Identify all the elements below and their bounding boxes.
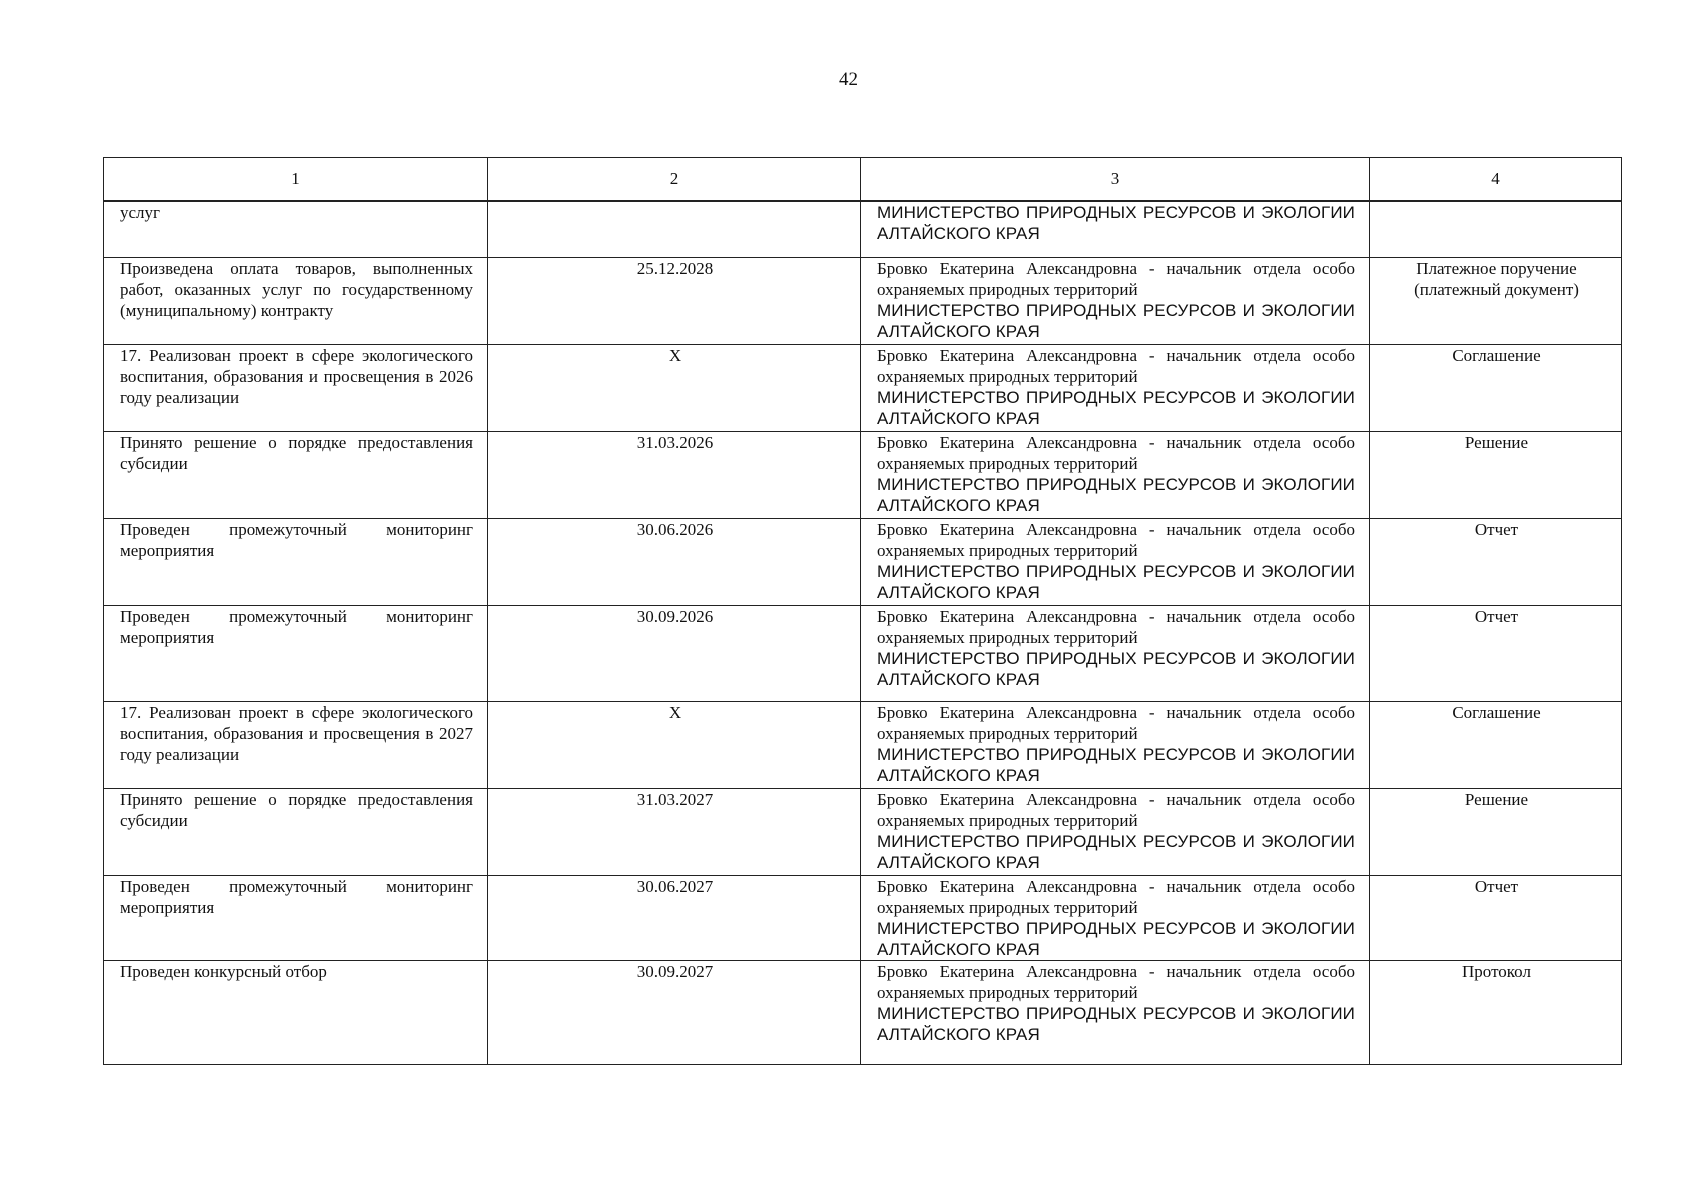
responsible-person: Бровко Екатерина Александровна - начальник отдела особо охраняемых природных территорий <box>877 962 1355 1002</box>
responsible-org: МИНИСТЕРСТВО ПРИРОДНЫХ РЕСУРСОВ И ЭКОЛОГИИ АЛТАЙСКОГО КРАЯ <box>877 745 1355 785</box>
cell-event-name: Проведен промежуточный мониторинг мероприятия <box>104 519 488 606</box>
responsible-person: Бровко Екатерина Александровна - начальник отдела особо охраняемых природных территорий <box>877 346 1355 386</box>
cell-event-name: 17. Реализован проект в сфере экологического воспитания, образования и просвещения в 2027 году реализации <box>104 702 488 789</box>
responsible-org: МИНИСТЕРСТВО ПРИРОДНЫХ РЕСУРСОВ И ЭКОЛОГИИ АЛТАЙСКОГО КРАЯ <box>877 202 1355 243</box>
responsible-person: Бровко Екатерина Александровна - начальник отдела особо охраняемых природных территорий <box>877 433 1355 473</box>
responsible-person: Бровко Екатерина Александровна - начальник отдела особо охраняемых природных территорий <box>877 877 1355 917</box>
cell-document: Соглашение <box>1370 702 1622 789</box>
cell-event-name: Принято решение о порядке предоставления субсидии <box>104 789 488 876</box>
cell-event-name: Проведен промежуточный мониторинг мероприятия <box>104 876 488 961</box>
responsible-person: Бровко Екатерина Александровна - начальник отдела особо охраняемых природных территорий <box>877 520 1355 560</box>
table-row <box>104 519 1622 606</box>
cell-document: Отчет <box>1370 606 1622 702</box>
cell-responsible <box>861 345 1370 432</box>
responsible-person: Бровко Екатерина Александровна - начальник отдела особо охраняемых природных территорий <box>877 790 1355 830</box>
cell-date: X <box>488 702 861 789</box>
cell-event-name: Проведен конкурсный отбор <box>104 961 488 1065</box>
cell-date <box>488 201 861 258</box>
cell-responsible <box>861 432 1370 519</box>
plan-table <box>103 157 1622 1065</box>
table-row <box>104 789 1622 876</box>
cell-event-name: услуг <box>104 201 488 258</box>
cell-date: 30.06.2027 <box>488 876 861 961</box>
cell-event-name: Произведена оплата товаров, выполненных работ, оказанных услуг по государственному (муниципальному) контракту <box>104 258 488 345</box>
table-row <box>104 258 1622 345</box>
column-header-1: 1 <box>104 158 488 201</box>
cell-date: 25.12.2028 <box>488 258 861 345</box>
cell-document: Решение <box>1370 789 1622 876</box>
cell-responsible <box>861 606 1370 702</box>
cell-responsible <box>861 789 1370 876</box>
cell-responsible <box>861 876 1370 961</box>
responsible-person: Бровко Екатерина Александровна - начальник отдела особо охраняемых природных территорий <box>877 259 1355 299</box>
cell-responsible <box>861 702 1370 789</box>
cell-document: Протокол <box>1370 961 1622 1065</box>
cell-date: 31.03.2027 <box>488 789 861 876</box>
cell-responsible <box>861 519 1370 606</box>
table-row <box>104 876 1622 961</box>
responsible-org: МИНИСТЕРСТВО ПРИРОДНЫХ РЕСУРСОВ И ЭКОЛОГИИ АЛТАЙСКОГО КРАЯ <box>877 832 1355 872</box>
cell-document: Решение <box>1370 432 1622 519</box>
column-header-2: 2 <box>488 158 861 201</box>
responsible-org: МИНИСТЕРСТВО ПРИРОДНЫХ РЕСУРСОВ И ЭКОЛОГИИ АЛТАЙСКОГО КРАЯ <box>877 301 1355 341</box>
responsible-org: МИНИСТЕРСТВО ПРИРОДНЫХ РЕСУРСОВ И ЭКОЛОГИИ АЛТАЙСКОГО КРАЯ <box>877 562 1355 602</box>
cell-document <box>1370 201 1622 258</box>
responsible-org: МИНИСТЕРСТВО ПРИРОДНЫХ РЕСУРСОВ И ЭКОЛОГИИ АЛТАЙСКОГО КРАЯ <box>877 919 1355 959</box>
column-header-3: 3 <box>861 158 1370 201</box>
table-row <box>104 201 1622 258</box>
table-row <box>104 702 1622 789</box>
cell-date: 31.03.2026 <box>488 432 861 519</box>
cell-responsible <box>861 258 1370 345</box>
table-header-row <box>104 158 1622 201</box>
cell-document: Отчет <box>1370 519 1622 606</box>
cell-document: Соглашение <box>1370 345 1622 432</box>
cell-event-name: Проведен промежуточный мониторинг мероприятия <box>104 606 488 702</box>
responsible-org: МИНИСТЕРСТВО ПРИРОДНЫХ РЕСУРСОВ И ЭКОЛОГИИ АЛТАЙСКОГО КРАЯ <box>877 1004 1355 1044</box>
responsible-org: МИНИСТЕРСТВО ПРИРОДНЫХ РЕСУРСОВ И ЭКОЛОГИИ АЛТАЙСКОГО КРАЯ <box>877 649 1355 689</box>
table-row <box>104 606 1622 702</box>
cell-document: Платежное поручение (платежный документ) <box>1370 258 1622 345</box>
cell-responsible <box>861 201 1370 258</box>
cell-date: 30.09.2026 <box>488 606 861 702</box>
table-row <box>104 345 1622 432</box>
responsible-org: МИНИСТЕРСТВО ПРИРОДНЫХ РЕСУРСОВ И ЭКОЛОГИИ АЛТАЙСКОГО КРАЯ <box>877 388 1355 428</box>
column-header-4: 4 <box>1370 158 1622 201</box>
responsible-person: Бровко Екатерина Александровна - начальник отдела особо охраняемых природных территорий <box>877 607 1355 647</box>
cell-responsible <box>861 961 1370 1065</box>
cell-date: 30.06.2026 <box>488 519 861 606</box>
cell-event-name: 17. Реализован проект в сфере экологического воспитания, образования и просвещения в 2026 году реализации <box>104 345 488 432</box>
cell-document: Отчет <box>1370 876 1622 961</box>
responsible-org: МИНИСТЕРСТВО ПРИРОДНЫХ РЕСУРСОВ И ЭКОЛОГИИ АЛТАЙСКОГО КРАЯ <box>877 475 1355 515</box>
cell-date: 30.09.2027 <box>488 961 861 1065</box>
cell-date: X <box>488 345 861 432</box>
cell-event-name: Принято решение о порядке предоставления субсидии <box>104 432 488 519</box>
page-number: 42 <box>839 69 858 90</box>
responsible-person: Бровко Екатерина Александровна - начальник отдела особо охраняемых природных территорий <box>877 703 1355 743</box>
table-row <box>104 961 1622 1065</box>
table-row <box>104 432 1622 519</box>
